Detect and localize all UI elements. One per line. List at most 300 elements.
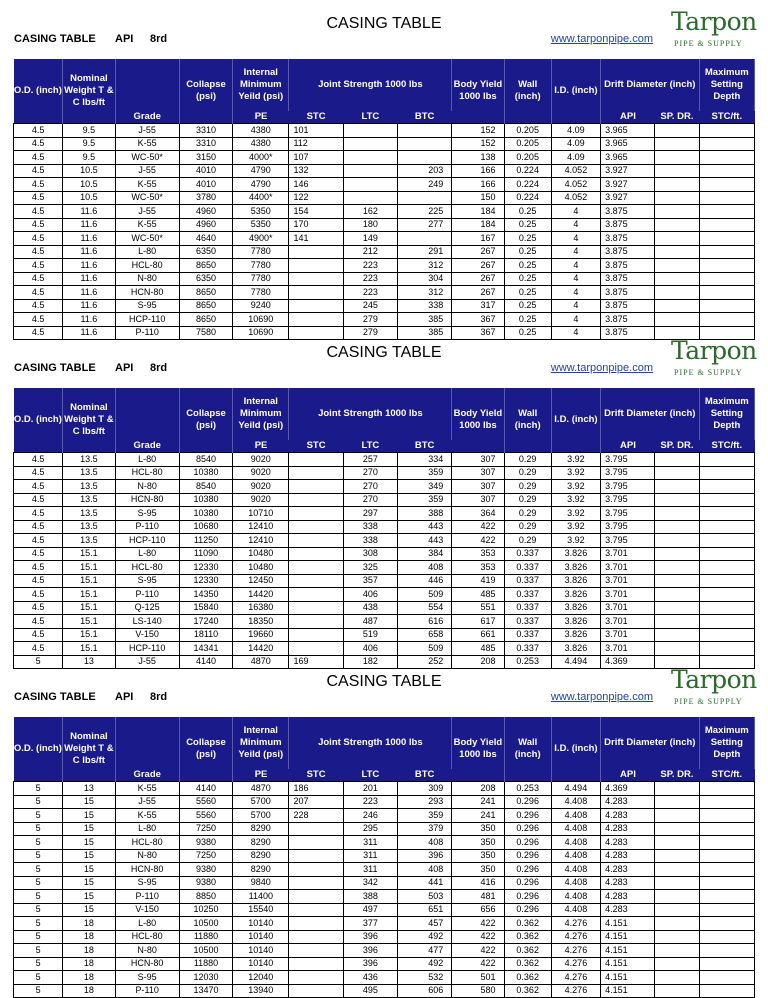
cell-stc [289,286,343,300]
cell-body-yield: 501 [452,971,504,985]
cell-drift-sp-dr [655,944,699,958]
api-label: API [115,33,134,45]
cell-stc [289,520,343,534]
cell-body-yield: 138 [452,151,504,165]
cell-drift-sp-dr [655,903,699,917]
cell-drift-sp-dr [655,205,699,219]
cell-id: 4 [551,245,600,259]
cell-drift-sp-dr [655,836,699,850]
cell-btc: 338 [398,299,452,313]
cell-stc [289,561,343,575]
cell-id: 4.052 [551,164,600,178]
col-sp-dr: SP. DR. [655,440,699,453]
cell-collapse: 17240 [179,615,232,629]
cell-wall: 0.296 [504,795,551,809]
col-drift-diameter: Drift Diameter (inch) [601,717,700,769]
website-link[interactable]: www.tarponpipe.com [550,362,653,374]
cell-weight: 13 [63,655,115,669]
cell-grade: K-55 [115,137,179,151]
casing-table-section-1 [13,7,757,340]
cell-pe: 19660 [233,628,289,642]
table-row [14,299,755,313]
cell-grade: L-80 [115,822,179,836]
cell-wall: 0.337 [504,628,551,642]
cell-od: 4.5 [14,561,63,575]
cell-weight: 15 [63,795,115,809]
cell-weight: 15 [63,890,115,904]
cell-drift-sp-dr [655,151,699,165]
cell-id: 4.408 [551,863,600,877]
cell-pe: 5700 [233,809,289,823]
cell-ltc: 311 [343,849,397,863]
cell-drift-api: 3.965 [601,137,655,151]
cell-od: 5 [14,917,63,931]
cell-ltc: 162 [343,205,397,219]
cell-drift-sp-dr [655,245,699,259]
table-row [14,326,755,340]
logo-name: Tarpon [671,336,757,365]
cell-od: 4.5 [14,547,63,561]
cell-grade: S-95 [115,971,179,985]
cell-btc: 492 [398,930,452,944]
cell-wall: 0.205 [504,124,551,138]
cell-id: 3.826 [551,574,600,588]
cell-collapse: 6350 [179,272,232,286]
cell-collapse: 3310 [179,124,232,138]
col-drift-diameter: Drift Diameter (inch) [601,388,700,440]
cell-od: 5 [14,782,63,796]
cell-body-yield: 422 [452,917,504,931]
cell-ltc: 223 [343,286,397,300]
cell-collapse: 4140 [179,782,232,796]
cell-drift-sp-dr [655,493,699,507]
cell-wall: 0.205 [504,137,551,151]
cell-pe: 4000* [233,151,289,165]
cell-body-yield: 267 [452,259,504,273]
cell-ltc: 438 [343,601,397,615]
cell-btc: 457 [398,917,452,931]
cell-ltc: 223 [343,259,397,273]
cell-collapse: 7250 [179,822,232,836]
cell-wall: 0.25 [504,286,551,300]
cell-wall: 0.25 [504,313,551,327]
cell-wall: 0.253 [504,655,551,669]
cell-btc: 408 [398,561,452,575]
cell-btc: 446 [398,574,452,588]
cell-ltc: 396 [343,957,397,971]
cell-wall: 0.224 [504,164,551,178]
cell-stc-ft [699,453,754,467]
cell-btc: 359 [398,466,452,480]
cell-btc: 385 [398,326,452,340]
cell-id: 3.92 [551,453,600,467]
col-pe: PE [233,111,289,124]
cell-grade: WC-50* [115,151,179,165]
cell-grade: J-55 [115,205,179,219]
cell-ltc: 497 [343,903,397,917]
cell-id: 3.826 [551,561,600,575]
cell-drift-sp-dr [655,137,699,151]
cell-wall: 0.296 [504,809,551,823]
cell-btc: 443 [398,534,452,548]
cell-collapse: 11250 [179,534,232,548]
cell-wall: 0.29 [504,534,551,548]
col-joint-strength: Joint Strength 1000 lbs [289,59,452,111]
table-row [14,574,755,588]
cell-body-yield: 350 [452,849,504,863]
cell-weight: 11.6 [63,286,115,300]
cell-btc: 396 [398,849,452,863]
cell-stc-ft [699,588,754,602]
cell-wall: 0.296 [504,822,551,836]
cell-drift-api: 4.151 [601,984,655,998]
cell-weight: 15 [63,836,115,850]
cell-wall: 0.337 [504,615,551,629]
cell-pe: 4380 [233,137,289,151]
cell-drift-api: 4.151 [601,957,655,971]
cell-wall: 0.362 [504,917,551,931]
cell-weight: 13.5 [63,534,115,548]
cell-drift-sp-dr [655,272,699,286]
cell-collapse: 10500 [179,944,232,958]
cell-ltc: 396 [343,930,397,944]
cell-body-yield: 422 [452,930,504,944]
cell-btc: 509 [398,642,452,656]
cell-weight: 10.5 [63,178,115,192]
cell-grade: J-55 [115,795,179,809]
cell-id: 4.408 [551,876,600,890]
cell-collapse: 18110 [179,628,232,642]
table-row [14,124,755,138]
cell-body-yield: 267 [452,286,504,300]
cell-grade: P-110 [115,890,179,904]
cell-body-yield: 481 [452,890,504,904]
cell-stc-ft [699,493,754,507]
col-internal-yield: Internal Minimum Yeild (psi) [233,59,289,111]
cell-btc: 312 [398,259,452,273]
cell-collapse: 11090 [179,547,232,561]
cell-od: 4.5 [14,191,63,205]
cell-drift-sp-dr [655,561,699,575]
cell-od: 4.5 [14,520,63,534]
cell-od: 4.5 [14,178,63,192]
table-row [14,507,755,521]
cell-pe: 7780 [233,272,289,286]
cell-weight: 15 [63,849,115,863]
cell-weight: 15.1 [63,588,115,602]
page-title: CASING TABLE [326,15,442,32]
cell-body-yield: 350 [452,863,504,877]
cell-grade: P-110 [115,984,179,998]
cell-id: 4 [551,272,600,286]
cell-od: 5 [14,890,63,904]
col-collapse: Collapse (psi) [179,717,232,782]
cell-id: 4 [551,326,600,340]
cell-stc-ft [699,520,754,534]
cell-drift-api: 3.701 [601,615,655,629]
col-wall: Wall (inch) [504,59,551,124]
cell-btc: 616 [398,615,452,629]
cell-id: 4.408 [551,849,600,863]
cell-weight: 11.6 [63,245,115,259]
table-row [14,601,755,615]
cell-drift-api: 3.701 [601,547,655,561]
cell-od: 4.5 [14,601,63,615]
cell-body-yield: 208 [452,782,504,796]
cell-stc-ft [699,628,754,642]
cell-stc [289,493,343,507]
cell-stc-ft [699,930,754,944]
cell-od: 4.5 [14,259,63,273]
cell-weight: 15.1 [63,547,115,561]
cell-pe: 7780 [233,286,289,300]
cell-drift-api: 3.795 [601,466,655,480]
cell-drift-sp-dr [655,124,699,138]
cell-body-yield: 367 [452,326,504,340]
cell-grade: J-55 [115,124,179,138]
cell-stc-ft [699,876,754,890]
cell-od: 5 [14,655,63,669]
cell-stc-ft [699,259,754,273]
table-row [14,272,755,286]
cell-stc-ft [699,917,754,931]
cell-weight: 11.6 [63,313,115,327]
cell-pe: 9020 [233,480,289,494]
cell-id: 3.826 [551,642,600,656]
cell-btc: 334 [398,453,452,467]
cell-id: 4 [551,286,600,300]
col-grade: Grade [115,59,179,124]
cell-grade: K-55 [115,809,179,823]
cell-stc-ft [699,286,754,300]
cell-wall: 0.29 [504,480,551,494]
logo-name: Tarpon [671,665,757,694]
table-row [14,984,755,998]
cell-collapse: 8650 [179,299,232,313]
cell-id: 4.408 [551,822,600,836]
cell-pe: 7780 [233,245,289,259]
cell-btc: 554 [398,601,452,615]
cell-stc-ft [699,547,754,561]
cell-ltc: 297 [343,507,397,521]
cell-grade: L-80 [115,547,179,561]
cell-collapse: 6350 [179,245,232,259]
table-row [14,795,755,809]
cell-body-yield: 150 [452,191,504,205]
table-row [14,480,755,494]
cell-stc [289,876,343,890]
cell-stc [289,984,343,998]
table-label-row [14,691,167,703]
cell-body-yield: 307 [452,480,504,494]
table-row [14,137,755,151]
cell-id: 4.276 [551,930,600,944]
cell-pe: 5350 [233,218,289,232]
cell-btc: 277 [398,218,452,232]
cell-stc-ft [699,137,754,151]
api-label: API [115,362,134,374]
cell-pe: 10140 [233,957,289,971]
cell-stc [289,313,343,327]
cell-ltc: 246 [343,809,397,823]
cell-collapse: 5560 [179,809,232,823]
cell-collapse: 8540 [179,480,232,494]
cell-wall: 0.362 [504,930,551,944]
cell-collapse: 8650 [179,259,232,273]
cell-collapse: 11880 [179,957,232,971]
cell-pe: 8290 [233,822,289,836]
cell-od: 4.5 [14,205,63,219]
cell-stc [289,863,343,877]
cell-pe: 4900* [233,232,289,246]
casing-table-section-2 [13,336,757,669]
col-stc: STC [289,440,343,453]
cell-od: 5 [14,930,63,944]
cell-body-yield: 152 [452,137,504,151]
cell-collapse: 5560 [179,795,232,809]
tarpon-logo [665,665,755,711]
logo-tagline: PIPE & SUPPLY [674,697,743,706]
table-row [14,849,755,863]
cell-drift-sp-dr [655,615,699,629]
cell-collapse: 12030 [179,971,232,985]
cell-id: 4.276 [551,984,600,998]
cell-grade: HCN-80 [115,493,179,507]
table-row [14,971,755,985]
cell-ltc [343,164,397,178]
cell-stc [289,574,343,588]
cell-pe: 9240 [233,299,289,313]
cell-stc [289,930,343,944]
cell-od: 4.5 [14,628,63,642]
col-weight: Nominal Weight T & C lbs/ft [63,388,115,453]
cell-btc: 293 [398,795,452,809]
cell-drift-api: 3.927 [601,178,655,192]
cell-weight: 11.6 [63,299,115,313]
cell-pe: 10140 [233,944,289,958]
cell-ltc: 295 [343,822,397,836]
cell-drift-sp-dr [655,957,699,971]
cell-od: 4.5 [14,507,63,521]
page-title: CASING TABLE [326,673,442,690]
table-row [14,164,755,178]
cell-wall: 0.337 [504,588,551,602]
website-link[interactable]: www.tarponpipe.com [550,33,653,45]
table-row [14,944,755,958]
table-row [14,890,755,904]
cell-ltc: 311 [343,863,397,877]
cell-stc-ft [699,971,754,985]
cell-od: 4.5 [14,245,63,259]
table-row [14,957,755,971]
cell-stc-ft [699,245,754,259]
cell-stc-ft [699,782,754,796]
cell-od: 5 [14,795,63,809]
cell-wall: 0.337 [504,574,551,588]
cell-stc-ft [699,191,754,205]
cell-collapse: 10500 [179,917,232,931]
cell-stc-ft [699,809,754,823]
cell-grade: J-55 [115,655,179,669]
cell-drift-api: 4.283 [601,876,655,890]
col-body-yield: Body Yield 1000 lbs [452,388,504,453]
cell-btc: 291 [398,245,452,259]
col-pe: PE [233,440,289,453]
cell-stc-ft [699,480,754,494]
cell-grade: HCL-80 [115,561,179,575]
cell-collapse: 8850 [179,890,232,904]
cell-grade: P-110 [115,520,179,534]
cell-drift-api: 3.795 [601,520,655,534]
table-body [14,124,755,340]
cell-od: 4.5 [14,493,63,507]
cell-grade: LS-140 [115,615,179,629]
cell-weight: 11.6 [63,232,115,246]
cell-stc-ft [699,795,754,809]
cell-id: 4 [551,313,600,327]
cell-pe: 10690 [233,326,289,340]
cell-weight: 15 [63,903,115,917]
cell-grade: V-150 [115,628,179,642]
cell-grade: P-110 [115,326,179,340]
cell-id: 4 [551,259,600,273]
cell-ltc: 495 [343,984,397,998]
cell-grade: N-80 [115,849,179,863]
cell-id: 3.92 [551,466,600,480]
col-stc-ft: STC/ft. [699,111,754,124]
cell-drift-api: 3.875 [601,299,655,313]
cell-weight: 15.1 [63,574,115,588]
cell-body-yield: 267 [452,272,504,286]
cell-ltc: 245 [343,299,397,313]
cell-pe: 9020 [233,453,289,467]
cell-btc: 658 [398,628,452,642]
website-link[interactable]: www.tarponpipe.com [550,691,653,703]
col-joint-strength: Joint Strength 1000 lbs [289,388,452,440]
cell-stc [289,836,343,850]
cell-drift-sp-dr [655,520,699,534]
cell-collapse: 4010 [179,164,232,178]
col-btc: BTC [398,769,452,782]
cell-body-yield: 350 [452,822,504,836]
cell-id: 4.276 [551,957,600,971]
cell-stc: 169 [289,655,343,669]
col-id: I.D. (inch) [551,59,600,124]
cell-ltc: 270 [343,466,397,480]
cell-grade: S-95 [115,574,179,588]
cell-body-yield: 416 [452,876,504,890]
cell-pe: 4790 [233,178,289,192]
cell-collapse: 9380 [179,836,232,850]
cell-pe: 4790 [233,164,289,178]
cell-ltc: 377 [343,917,397,931]
cell-grade: HCN-80 [115,286,179,300]
col-wall: Wall (inch) [504,388,551,453]
cell-grade: S-95 [115,876,179,890]
cell-drift-sp-dr [655,178,699,192]
cell-weight: 10.5 [63,164,115,178]
table-header [14,717,755,782]
cell-collapse: 9380 [179,863,232,877]
cell-ltc: 406 [343,642,397,656]
cell-collapse: 15840 [179,601,232,615]
cell-pe: 18350 [233,615,289,629]
cell-body-yield: 208 [452,655,504,669]
cell-id: 3.826 [551,588,600,602]
cell-stc: 186 [289,782,343,796]
cell-ltc [343,178,397,192]
cell-id: 4.408 [551,890,600,904]
